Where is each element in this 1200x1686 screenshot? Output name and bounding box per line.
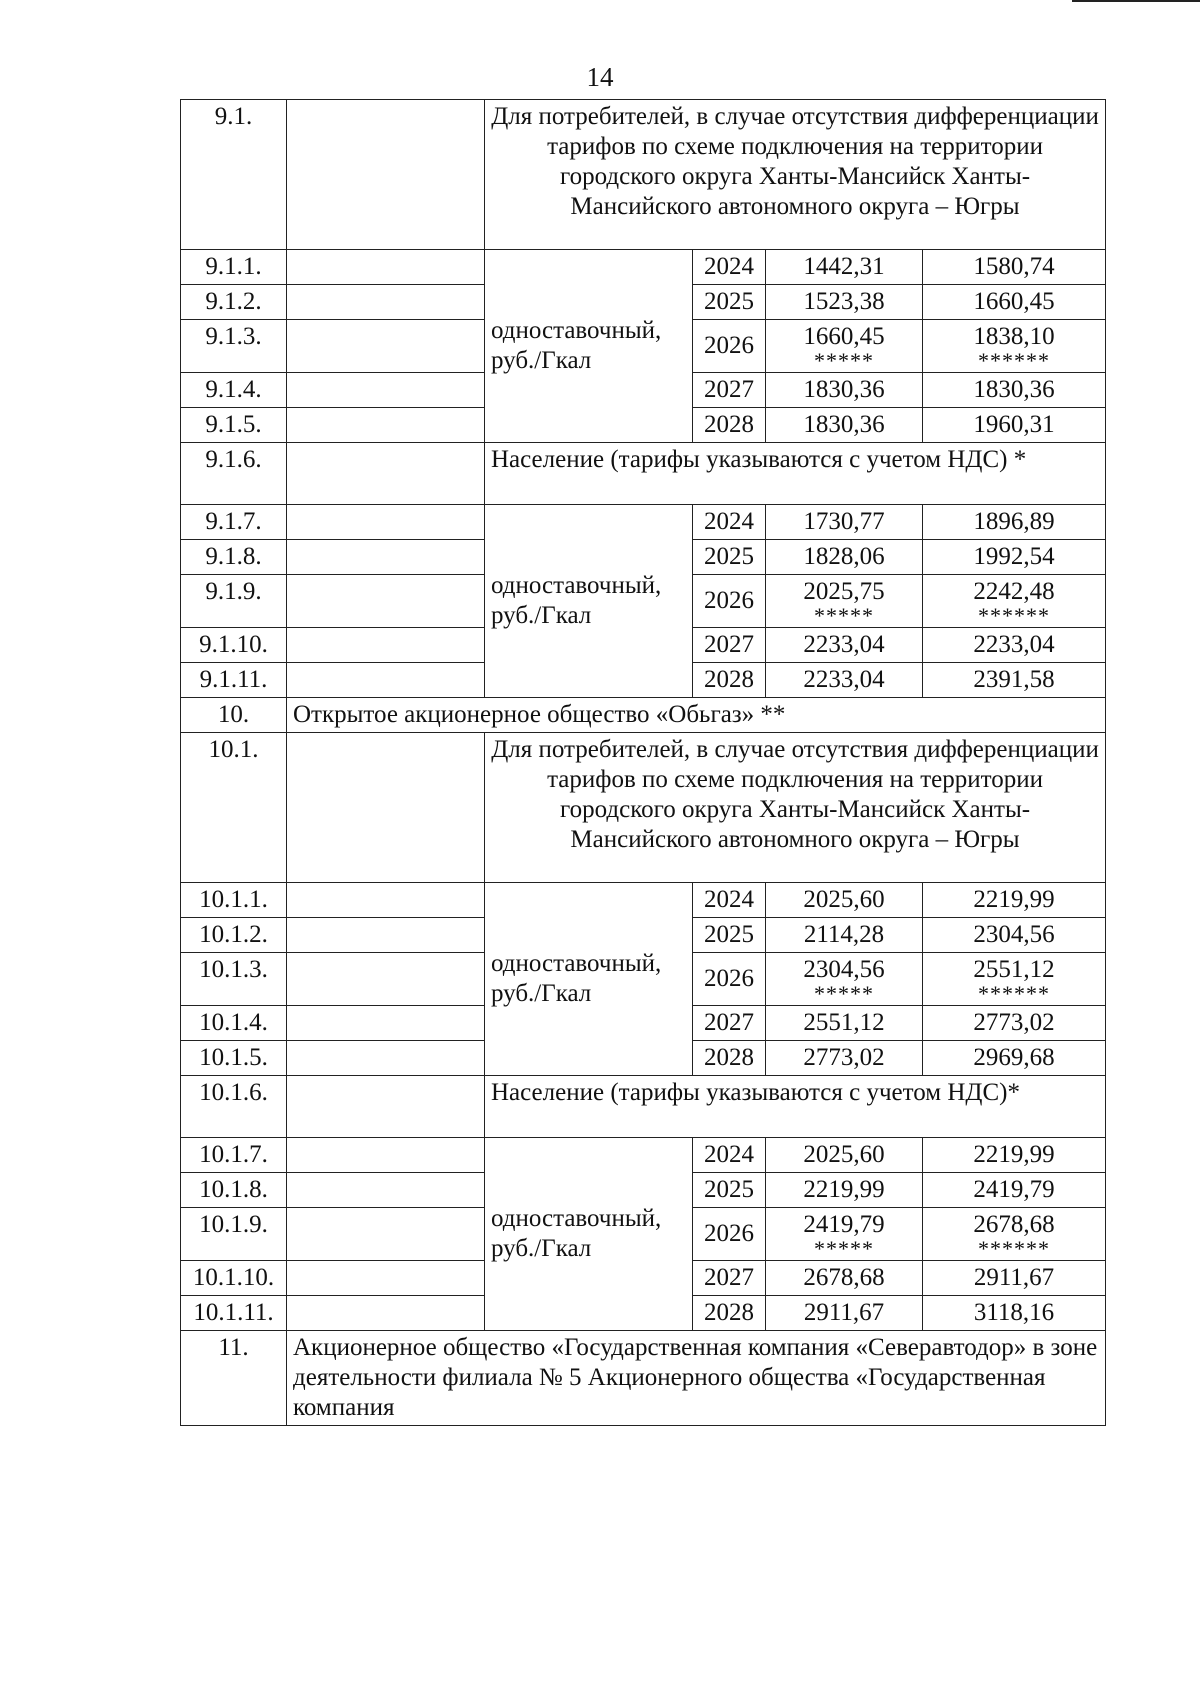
tariff-value-first-half <box>766 953 923 1006</box>
tariff-value-second-half <box>923 953 1106 1006</box>
tariff-value-second-half <box>923 320 1106 373</box>
row-number: 9.1.3. <box>181 320 287 373</box>
value-text: 2419,79 <box>973 1176 1055 1203</box>
year-cell: 2027 <box>693 1006 766 1041</box>
tariff-row <box>181 250 1106 285</box>
tariff-value-first-half <box>766 1138 923 1173</box>
tariff-value-second-half <box>923 408 1106 443</box>
footnote-stars: ***** <box>814 981 874 1006</box>
value-text: 1838,10 <box>973 323 1055 350</box>
value-text: 1960,31 <box>973 411 1055 438</box>
tariff-unit-label: одноставочный, руб./Гкал <box>485 250 693 443</box>
blank-cell <box>287 443 485 505</box>
value-text: 1660,45 <box>973 288 1055 315</box>
value-text: 2219,99 <box>973 1141 1055 1168</box>
year-cell: 2026 <box>693 575 766 628</box>
tariff-value-second-half <box>923 628 1106 663</box>
row-number: 9.1.7. <box>181 505 287 540</box>
value-text: 1442,31 <box>803 253 885 280</box>
value-text: 2233,04 <box>803 666 885 693</box>
tariff-value-second-half <box>923 250 1106 285</box>
blank-cell <box>287 1138 485 1173</box>
tariff-value-first-half <box>766 1173 923 1208</box>
tariff-value-second-half <box>923 1173 1106 1208</box>
value-text: 2911,67 <box>803 1299 885 1326</box>
year-cell: 2026 <box>693 320 766 373</box>
tariff-unit-label: одноставочный, руб./Гкал <box>485 505 693 698</box>
blank-cell <box>287 883 485 918</box>
group-label: Население (тарифы указываются с учетом НДС)* <box>485 1076 1106 1138</box>
row-number: 10.1.4. <box>181 1006 287 1041</box>
section-header-text: Для потребителей, в случае отсутствия дифференциации тарифов по схеме подключения на территории городского округа Ханты-Мансийск Ханты-Мансийского автономного округа – Югры <box>485 100 1106 250</box>
tariff-value-second-half <box>923 1296 1106 1331</box>
page-number: 14 <box>586 62 614 92</box>
tariff-unit-label: одноставочный, руб./Гкал <box>485 1138 693 1331</box>
value-text: 1896,89 <box>973 508 1055 535</box>
blank-cell <box>287 540 485 575</box>
tariff-value-first-half <box>766 1296 923 1331</box>
row-number: 11. <box>181 1331 287 1426</box>
row-number: 10.1.2. <box>181 918 287 953</box>
tariff-value-first-half <box>766 320 923 373</box>
year-cell: 2028 <box>693 1296 766 1331</box>
year-cell: 2027 <box>693 373 766 408</box>
value-text: 2304,56 <box>973 921 1055 948</box>
tariff-value-first-half <box>766 575 923 628</box>
value-text: 2233,04 <box>973 631 1055 658</box>
blank-cell <box>287 1006 485 1041</box>
year-cell: 2025 <box>693 540 766 575</box>
blank-cell <box>287 733 485 883</box>
value-text: 2773,02 <box>973 1009 1055 1036</box>
row-number: 9.1.8. <box>181 540 287 575</box>
value-text: 2678,68 <box>973 1211 1055 1238</box>
value-text: 2025,60 <box>803 886 885 913</box>
year-cell: 2024 <box>693 883 766 918</box>
value-text: 2969,68 <box>973 1044 1055 1071</box>
value-text: 2551,12 <box>973 956 1055 983</box>
tariff-value-second-half <box>923 1208 1106 1261</box>
tariff-value-first-half <box>766 883 923 918</box>
row-number: 9.1. <box>181 100 287 250</box>
tariff-value-first-half <box>766 285 923 320</box>
row-number: 10.1.10. <box>181 1261 287 1296</box>
year-cell: 2028 <box>693 408 766 443</box>
tariff-unit-label: одноставочный, руб./Гкал <box>485 883 693 1076</box>
row-number: 10.1. <box>181 733 287 883</box>
blank-cell <box>287 408 485 443</box>
tariff-value-second-half <box>923 505 1106 540</box>
section-header-text: Для потребителей, в случае отсутствия дифференциации тарифов по схеме подключения на территории городского округа Ханты-Мансийск Ханты-Мансийского автономного округа – Югры <box>485 733 1106 883</box>
blank-cell <box>287 1173 485 1208</box>
value-text: 1580,74 <box>973 253 1055 280</box>
value-text: 2233,04 <box>803 631 885 658</box>
blank-cell <box>287 285 485 320</box>
value-text: 1523,38 <box>803 288 885 315</box>
blank-cell <box>287 918 485 953</box>
tariff-value-first-half <box>766 1006 923 1041</box>
value-text: 2219,99 <box>803 1176 885 1203</box>
tariff-value-first-half <box>766 540 923 575</box>
tariff-value-second-half <box>923 285 1106 320</box>
row-number: 10.1.8. <box>181 1173 287 1208</box>
blank-cell <box>287 1208 485 1261</box>
group-label: Население (тарифы указываются с учетом НДС) * <box>485 443 1106 505</box>
value-text: 2025,75 <box>803 578 885 605</box>
tariff-value-second-half <box>923 918 1106 953</box>
value-text: 1830,36 <box>803 411 885 438</box>
blank-cell <box>287 505 485 540</box>
tariff-value-first-half <box>766 408 923 443</box>
row-number: 10.1.6. <box>181 1076 287 1138</box>
scan-edge-mark <box>1072 0 1200 2</box>
tariff-value-second-half <box>923 1261 1106 1296</box>
tariff-value-second-half <box>923 540 1106 575</box>
tariff-value-second-half <box>923 663 1106 698</box>
blank-cell <box>287 953 485 1006</box>
row-number: 10.1.5. <box>181 1041 287 1076</box>
tariff-value-second-half <box>923 1041 1106 1076</box>
footnote-stars: ***** <box>814 1236 874 1261</box>
value-text: 2551,12 <box>803 1009 885 1036</box>
tariff-value-second-half <box>923 373 1106 408</box>
year-cell: 2026 <box>693 953 766 1006</box>
value-text: 3118,16 <box>973 1299 1055 1326</box>
company-name: Акционерное общество «Государственная компания «Северавтодор» в зоне деятельности филиала № 5 Акционерного общества «Государственная компания <box>287 1331 1106 1426</box>
blank-cell <box>287 100 485 250</box>
blank-cell <box>287 1041 485 1076</box>
value-text: 2391,58 <box>973 666 1055 693</box>
row-number: 10.1.9. <box>181 1208 287 1261</box>
footnote-stars: ****** <box>978 348 1051 373</box>
row-number: 9.1.10. <box>181 628 287 663</box>
value-text: 2911,67 <box>973 1264 1055 1291</box>
year-cell: 2025 <box>693 918 766 953</box>
blank-cell <box>287 1076 485 1138</box>
footnote-stars: ****** <box>978 1236 1051 1261</box>
year-cell: 2027 <box>693 1261 766 1296</box>
tariff-row <box>181 883 1106 918</box>
value-text: 1828,06 <box>803 543 885 570</box>
value-text: 2773,02 <box>803 1044 885 1071</box>
year-cell: 2025 <box>693 285 766 320</box>
tariff-value-first-half <box>766 1261 923 1296</box>
company-row <box>181 1331 1106 1426</box>
value-text: 2025,60 <box>803 1141 885 1168</box>
section-header-row <box>181 100 1106 250</box>
value-text: 1660,45 <box>803 323 885 350</box>
blank-cell <box>287 320 485 373</box>
value-text: 1830,36 <box>973 376 1055 403</box>
section-header-row <box>181 733 1106 883</box>
blank-cell <box>287 373 485 408</box>
tariff-value-first-half <box>766 1041 923 1076</box>
tariff-value-first-half <box>766 1208 923 1261</box>
blank-cell <box>287 663 485 698</box>
footnote-stars: ***** <box>814 348 874 373</box>
blank-cell <box>287 1296 485 1331</box>
company-name: Открытое акционерное общество «Обьгаз» ** <box>287 698 1106 733</box>
tariff-value-second-half <box>923 1006 1106 1041</box>
row-number: 10.1.1. <box>181 883 287 918</box>
tariff-value-first-half <box>766 663 923 698</box>
year-cell: 2027 <box>693 628 766 663</box>
tariff-row <box>181 505 1106 540</box>
tariff-value-first-half <box>766 918 923 953</box>
tariff-table <box>180 99 1106 1426</box>
tariff-value-first-half <box>766 628 923 663</box>
row-number: 10.1.7. <box>181 1138 287 1173</box>
row-number: 10.1.11. <box>181 1296 287 1331</box>
row-number: 10.1.3. <box>181 953 287 1006</box>
year-cell: 2028 <box>693 1041 766 1076</box>
row-number: 9.1.1. <box>181 250 287 285</box>
row-number: 9.1.5. <box>181 408 287 443</box>
blank-cell <box>287 1261 485 1296</box>
value-text: 2242,48 <box>973 578 1055 605</box>
row-number: 9.1.2. <box>181 285 287 320</box>
value-text: 1830,36 <box>803 376 885 403</box>
tariff-value-second-half <box>923 1138 1106 1173</box>
blank-cell <box>287 250 485 285</box>
value-text: 1730,77 <box>803 508 885 535</box>
row-number: 10. <box>181 698 287 733</box>
row-number: 9.1.6. <box>181 443 287 505</box>
company-row <box>181 698 1106 733</box>
value-text: 2304,56 <box>803 956 885 983</box>
value-text: 2419,79 <box>803 1211 885 1238</box>
value-text: 2219,99 <box>973 886 1055 913</box>
footnote-stars: ***** <box>814 603 874 628</box>
tariff-value-first-half <box>766 250 923 285</box>
group-row <box>181 1076 1106 1138</box>
group-row <box>181 443 1106 505</box>
year-cell: 2025 <box>693 1173 766 1208</box>
year-cell: 2024 <box>693 1138 766 1173</box>
tariff-value-first-half <box>766 373 923 408</box>
footnote-stars: ****** <box>978 981 1051 1006</box>
tariff-value-second-half <box>923 883 1106 918</box>
blank-cell <box>287 575 485 628</box>
value-text: 1992,54 <box>973 543 1055 570</box>
tariff-row <box>181 1138 1106 1173</box>
row-number: 9.1.9. <box>181 575 287 628</box>
year-cell: 2028 <box>693 663 766 698</box>
footnote-stars: ****** <box>978 603 1051 628</box>
tariff-table-body <box>181 100 1106 1426</box>
blank-cell <box>287 628 485 663</box>
row-number: 9.1.11. <box>181 663 287 698</box>
value-text: 2114,28 <box>803 921 885 948</box>
year-cell: 2024 <box>693 250 766 285</box>
year-cell: 2024 <box>693 505 766 540</box>
value-text: 2678,68 <box>803 1264 885 1291</box>
year-cell: 2026 <box>693 1208 766 1261</box>
row-number: 9.1.4. <box>181 373 287 408</box>
tariff-value-second-half <box>923 575 1106 628</box>
tariff-value-first-half <box>766 505 923 540</box>
